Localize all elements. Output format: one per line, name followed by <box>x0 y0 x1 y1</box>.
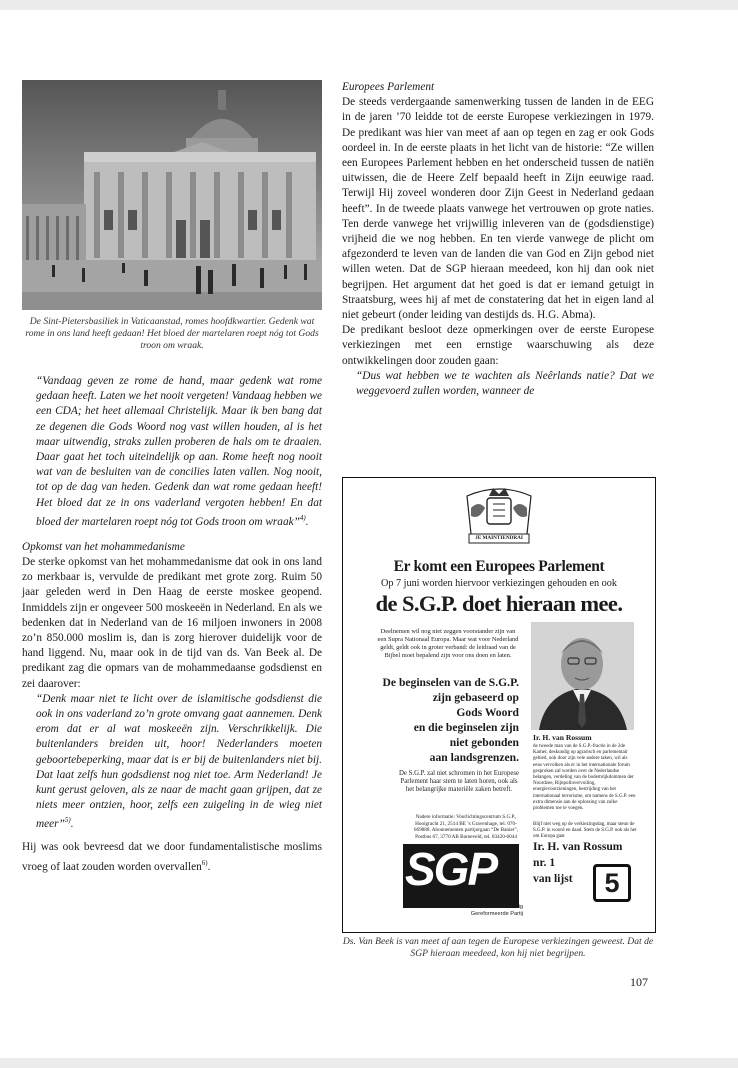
principle-line: en die beginselen zijn <box>413 721 519 734</box>
royal-crest-icon <box>461 486 537 552</box>
left-column <box>22 374 322 875</box>
ad-big-line: de S.G.P. doet hieraan mee. <box>375 591 623 616</box>
candidate-name: Ir. H. van Rossum <box>533 840 623 853</box>
paragraph-eeg: De steeds verdergaande samenwerking tussen de landen in de EEG in de jaren ’70 leidde tot de eerste Europese verkiezingen in 1979. De predikant was hier van meet af aan op tegen en zag er ook Gods oordeel in. In de eerste plaats in het licht van de historie: “Ze willen een Europees Parlement hebben en het onderscheid tussen de natiën uitwissen, die de Heere Zelf bepaald heeft in Zijn eeuwige raad. Terwijl Hij zoveel wonderen door Zijn Geest in Nederland gedaan heeft”. In de tweede plaats vanwege het vertrouwen op grote naties. Ten derde vanwege het vrijwillig inleveren van de (godsdienstige) vrijheid die we nog hebben. En ten vierde vanwege de plicht om afgezonderd te leven van de landen die van God en Zijn gebod niet willen weten. Dat de SGP hieraan meedeed, kon hij dan ook niet begrijpen. Het argument dat het goed is dat er iemand getuigt in Straatsburg, wees hij af met de constatering dat het in eigen land al niet gebeurt (onder leiding van destijds ds. H.G. Abma). <box>342 96 654 322</box>
quote-rome: “Vandaag geven ze rome de hand, maar gedenk wat rome gedaan heeft. Laten we het nooit vergeten! Vandaag hebben we een CDA; het heet allemaal Christelijk. Maar ik ben bang dat ze degenen die Gods Woord nog vast willen houden, al is het maar uitwendig, straks zullen proberen de hals om te draaien. Daar gaat het toch uiteindelijk op aan. Rome heeft nog nooit wat van de besluiten van de concilies laten vallen. Nog nooit, tot op de dag van heden. Gedenk dan wat rome gedaan heeft! Het bloed dat ze in ons vaderland vergoten hebben! En dat bloed der martelaren roept nóg tot Gods troon om wraak”$^{4)}$. <box>36 375 322 528</box>
candidate-portrait <box>531 622 634 730</box>
ad-intro: Deelnemen wil nog niet zeggen voorstander zijn van een Supra Nationaal Europa. Maar wat voor Nederland geldt, geldt ook in groter verband: de leidraad van de Bijbel moet bepalend zijn voor ons doen en laten. <box>377 628 519 659</box>
principle-line: De beginselen van de S.G.P. <box>382 676 519 689</box>
ad-headline: Er komt een Europees Parlement <box>393 558 605 575</box>
advert-caption: Ds. Van Beek is van meet af aan tegen de Europese verkiezingen geweest. Dat de SGP hieraan meedeed, kon hij niet begrijpen. <box>342 936 654 959</box>
ad-principles <box>347 675 519 765</box>
party-name-2: Gereformeerde Partij <box>470 911 523 917</box>
principle-line: Gods Woord <box>456 706 519 719</box>
candidate-rank: nr. 1 <box>533 856 556 869</box>
crest-motto: JE MAINTIENDRAI <box>475 535 523 541</box>
list-label: van lijst <box>533 872 573 885</box>
paragraph-warning: De predikant besloot deze opmerkingen over de eerste Europese verkiezingen met een ernstige waarschuwing als deze ontwikkelingen door zouden gaan: <box>342 324 654 367</box>
principle-line: aan landsgrenzen. <box>429 751 519 764</box>
sgp-logo-text: SGP <box>405 843 497 895</box>
heading-mohammedanisme: Opkomst van het mohammedanisme <box>22 540 185 553</box>
vote-call: Blijf niet weg op de verkiezingsdag, maar steun de S.G.P. in woord en daad. Stem de S.G.P. ook als het om Europa gaat <box>533 822 637 840</box>
top-page-edge <box>0 0 738 10</box>
ad-subline: Op 7 juni worden hiervoor verkiezingen gehouden en ook <box>381 578 617 589</box>
principle-line: niet gebonden <box>449 736 519 749</box>
page-number: 107 <box>630 975 648 989</box>
bottom-page-edge <box>0 1058 738 1068</box>
ad-info: Nadere informatie: Voorlichtingscentrum S.G.P., Hooigracht 21, 2514 BE ’s Gravenhage, tel. 070-669888. Abonnementen partijorgaan “De Banier”, Postbus 67, 3770 AB Barneveld, tel. 03420-6044 <box>413 814 519 840</box>
ad-note: De S.G.P. zal niet schromen in het Europese Parlement haar stem te laten horen, ook als het belangrijke materiële zaken betreft. <box>398 770 520 793</box>
candidate-bio: de tweede man van de S.G.P.-fractie in de 2de Kamer, deskundig op agrarisch en parlementair gebied, ook door zijn vele andere taken, wil als eens vervolken als er in het internationale forum gesproken zal worden over de Nederlandse belangen, verdeling van de bodemrijkdommen der Noordzee, Rijnpolluvervoiling, energievoorzieningen, bestrijding van het internationaal terrorisme, om namens de S.G.P. een extra dimensie aan de oplossing van zulke problemen toe te voegen. <box>533 744 636 812</box>
quote-neerlands-natie: “Dus wat hebben we te wachten als Neêrlands natie? Dat we weggevoerd zullen worden, wanneer de <box>356 369 654 398</box>
right-column <box>342 80 654 399</box>
heading-europees-parlement: Europees Parlement <box>342 81 435 93</box>
basilica-photo <box>22 80 322 310</box>
quote-islam: “Denk maar niet te licht over de islamitische godsdienst die ook in ons vaderland zo’n grote omvang gaat aannemen. Denk erom dat er al wat moskeeën zijn. Verschrikkelijk. Die buitenlanders breiden uit, hoor! Nederlanders moeten geboortebeperking, maar dat is er bij de buitenlanders niet bij. Dat laat zelfs hun godsdienst nog niet toe. Arm Nederland! Je kunt gerust geloven, als ze naar de macht gaan grijpen, dat ze niets meer ontzien, hoor, zelfs een zuigeling in de wieg niet meer”$^{5)}$. <box>36 692 322 831</box>
list-number-badge: 5 <box>593 864 631 902</box>
paragraph-fundamentalists: Hij was ook bevreesd dat we door fundamentalistische moslims vroeg of laat zouden worden overvallen$^{6)}$. <box>22 841 322 873</box>
paragraph-mosques: De sterke opkomst van het mohammedanisme dat ook in ons land zo merkbaar is, vervulde de predikant met grote zorg. Ruim 50 jaar geleden werd in Den Haag de eerste moskee geopend. Inmiddels zijn er ongeveer 500 moskeeën in Nederland. En als we bedenken dat in Nederland van de 16 miljoen inwoners in 2008 zo’n 850.000 moslim is, dan is zorg hierover duidelijk voor de hand liggend. Nu, maar ook in de tijd van ds. Van Beek al. De predikant zag die opmars van de mohammedaanse godsdienst en zei daarover: <box>22 556 322 690</box>
portrait-name: Ir. H. van Rossum <box>533 733 592 742</box>
photo-caption: De Sint-Pietersbasiliek in Vaticaanstad, romes hoofdkwartier. Gedenk wat rome in ons land heeft gedaan! Het bloed der martelaren roept nóg tot Gods troon om wraak. <box>25 316 319 351</box>
party-name-1: Staatkundig <box>493 904 523 910</box>
sgp-advertisement <box>342 477 656 933</box>
principle-line: zijn gebaseerd op <box>432 691 519 704</box>
